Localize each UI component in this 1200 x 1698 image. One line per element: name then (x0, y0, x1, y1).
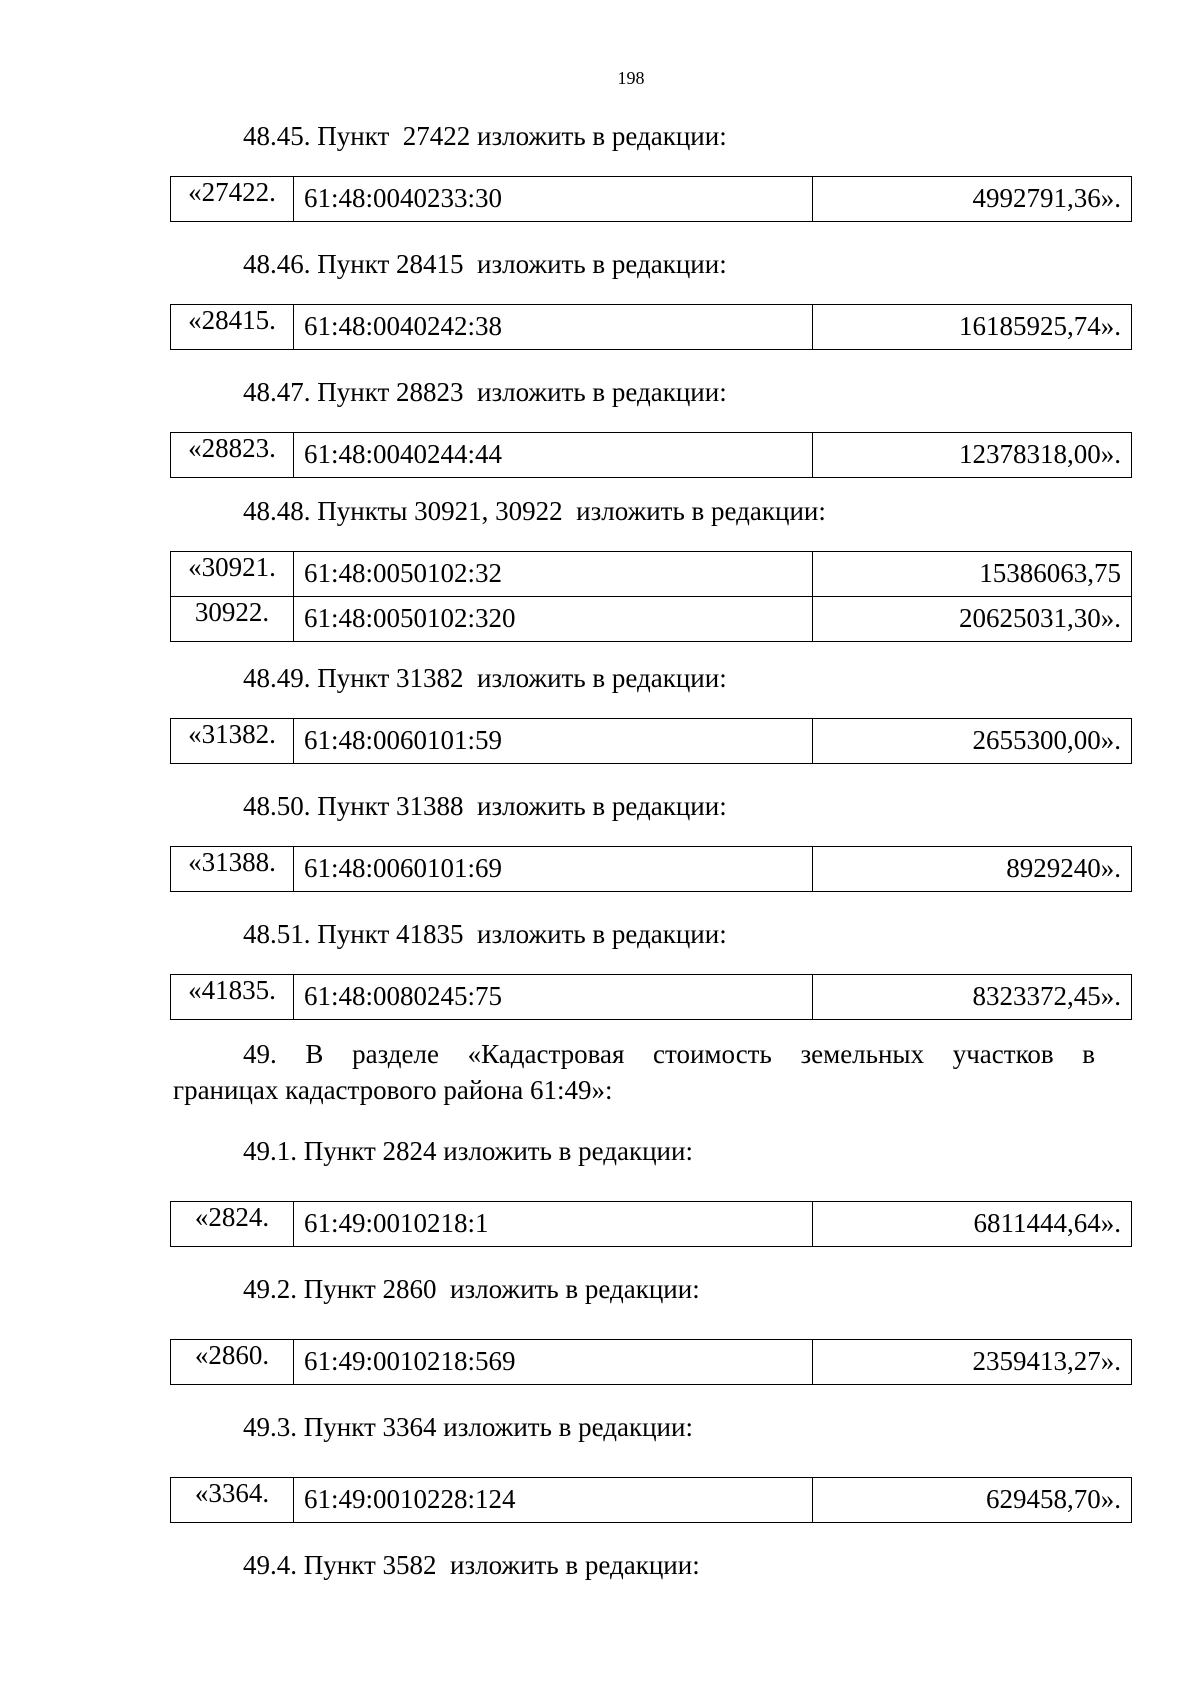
record-table (170, 176, 1132, 222)
page-number: 198 (617, 68, 645, 88)
row-number: «41835. (171, 975, 294, 1020)
section-49-line-1: 49. В разделе «Кадастровая стоимость земельных участков в (243, 1039, 1095, 1069)
table-row (171, 433, 1132, 478)
item-heading: 48.49. Пункт 31382 изложить в редакции: (243, 663, 727, 693)
section-49-line-2: границах кадастрового района 61:49»: (173, 1075, 613, 1105)
cadastral-number: 61:48:0050102:320 (294, 597, 813, 642)
item-heading: 48.47. Пункт 28823 изложить в редакции: (243, 377, 727, 407)
item-heading: 49.2. Пункт 2860 изложить в редакции: (243, 1274, 700, 1304)
table-row (171, 719, 1132, 764)
cadastral-value: 8929240». (813, 847, 1132, 892)
cadastral-value: 20625031,30». (813, 597, 1132, 642)
item-heading: 48.50. Пункт 31388 изложить в редакции: (243, 791, 727, 821)
cadastral-value: 6811444,64». (813, 1202, 1132, 1247)
table-row (171, 1340, 1132, 1385)
table-row (171, 552, 1132, 597)
table-row (171, 1202, 1132, 1247)
row-number: «2824. (171, 1202, 294, 1247)
cadastral-value: 4992791,36». (813, 177, 1132, 222)
table-row (171, 847, 1132, 892)
table-row (171, 975, 1132, 1020)
item-heading: 49.3. Пункт 3364 изложить в редакции: (243, 1412, 693, 1442)
record-table (170, 551, 1132, 642)
record-table (170, 1339, 1132, 1385)
cadastral-number: 61:48:0060101:59 (294, 719, 813, 764)
item-heading: 48.48. Пункты 30921, 30922 изложить в редакции: (243, 496, 826, 526)
cadastral-number: 61:48:0040244:44 (294, 433, 813, 478)
cadastral-value: 12378318,00». (813, 433, 1132, 478)
row-number: «28415. (171, 305, 294, 350)
cadastral-value: 15386063,75 (813, 552, 1132, 597)
row-number: «27422. (171, 177, 294, 222)
record-table (170, 974, 1132, 1020)
cadastral-value: 8323372,45». (813, 975, 1132, 1020)
cadastral-number: 61:48:0040242:38 (294, 305, 813, 350)
item-heading: 49.1. Пункт 2824 изложить в редакции: (243, 1136, 693, 1166)
row-number: «3364. (171, 1478, 294, 1523)
cadastral-number: 61:49:0010218:1 (294, 1202, 813, 1247)
row-number: «30921. (171, 552, 294, 597)
cadastral-number: 61:48:0060101:69 (294, 847, 813, 892)
record-table (170, 718, 1132, 764)
item-heading: 48.46. Пункт 28415 изложить в редакции: (243, 249, 727, 279)
item-heading: 48.51. Пункт 41835 изложить в редакции: (243, 919, 727, 949)
record-table (170, 304, 1132, 350)
cadastral-number: 61:48:0080245:75 (294, 975, 813, 1020)
cadastral-value: 16185925,74». (813, 305, 1132, 350)
table-row (171, 305, 1132, 350)
record-table (170, 1201, 1132, 1247)
cadastral-number: 61:49:0010218:569 (294, 1340, 813, 1385)
table-row (171, 1478, 1132, 1523)
cadastral-number: 61:49:0010228:124 (294, 1478, 813, 1523)
cadastral-value: 629458,70». (813, 1478, 1132, 1523)
cadastral-value: 2655300,00». (813, 719, 1132, 764)
record-table (170, 1477, 1132, 1523)
cadastral-number: 61:48:0050102:32 (294, 552, 813, 597)
cadastral-number: 61:48:0040233:30 (294, 177, 813, 222)
row-number: «2860. (171, 1340, 294, 1385)
table-row (171, 177, 1132, 222)
item-heading: 49.4. Пункт 3582 изложить в редакции: (243, 1550, 700, 1580)
row-number: 30922. (171, 597, 294, 642)
section-49-paragraph (173, 1036, 1095, 1108)
record-table (170, 432, 1132, 478)
row-number: «28823. (171, 433, 294, 478)
item-heading: 48.45. Пункт 27422 изложить в редакции: (243, 121, 727, 151)
cadastral-value: 2359413,27». (813, 1340, 1132, 1385)
record-table (170, 846, 1132, 892)
row-number: «31382. (171, 719, 294, 764)
table-row (171, 597, 1132, 642)
row-number: «31388. (171, 847, 294, 892)
